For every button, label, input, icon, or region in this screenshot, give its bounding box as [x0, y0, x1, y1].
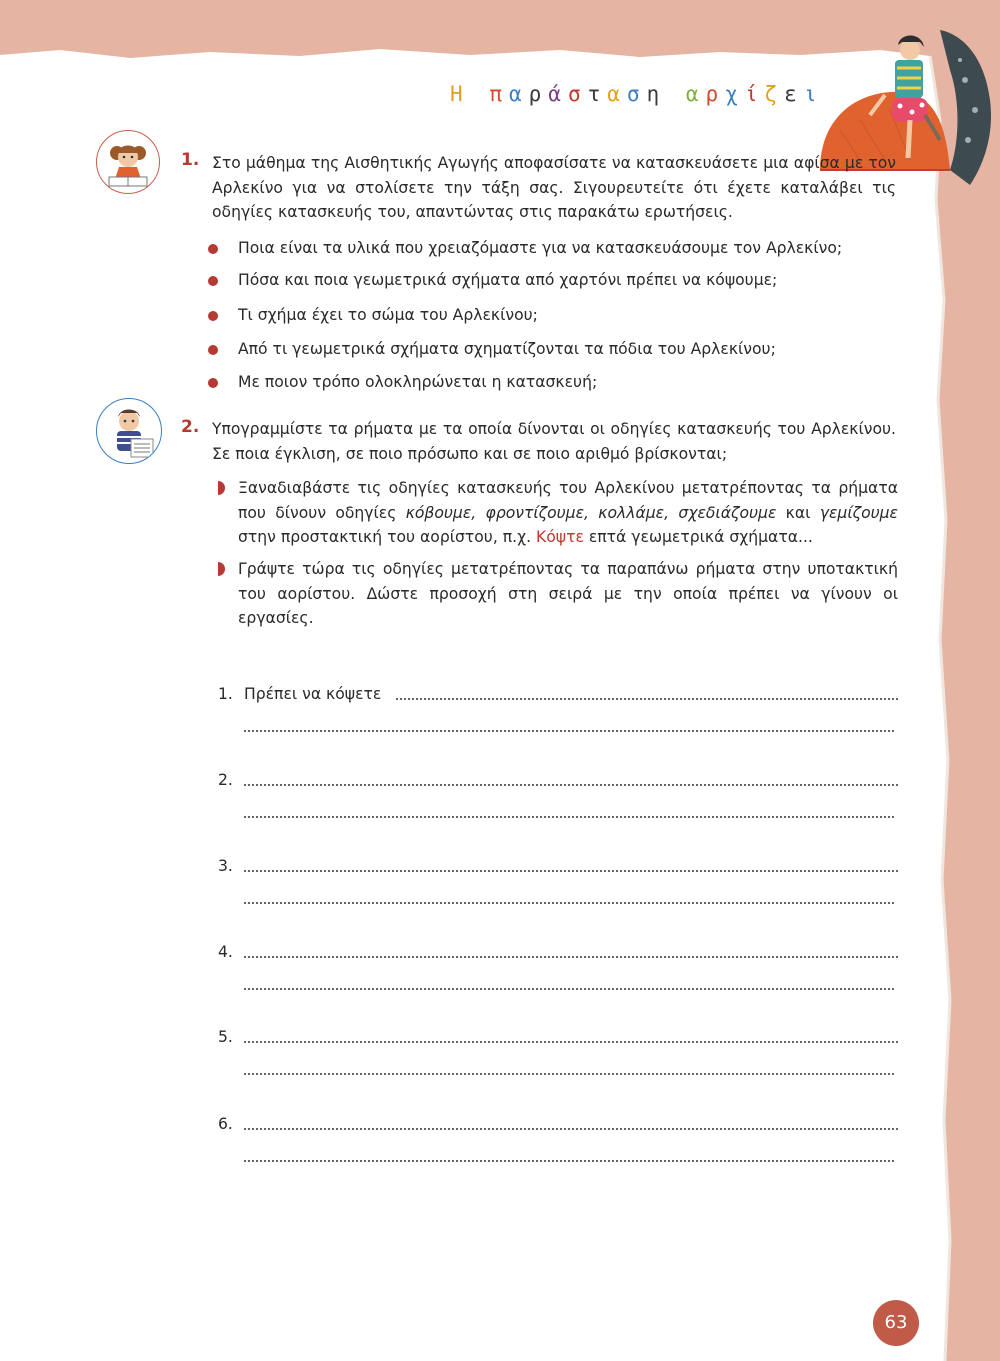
- title-letter: σ: [626, 82, 647, 106]
- answer-line-4[interactable]: [218, 940, 898, 964]
- question-5: [208, 370, 908, 395]
- answer-continuation-2[interactable]: [244, 814, 894, 818]
- answer-line-5[interactable]: [218, 1025, 898, 1049]
- exercise-2-number: 2.: [181, 417, 200, 437]
- task-a-verb-last: γεμίζουμε: [819, 503, 898, 522]
- title-letter: ζ: [764, 82, 785, 106]
- answer-number: 2.: [218, 771, 233, 789]
- question-text: Τι σχήμα έχει το σώμα του Αρλεκίνου;: [238, 306, 538, 324]
- bullet-dot-icon: [208, 378, 218, 388]
- answer-continuation-4[interactable]: [244, 986, 894, 990]
- task-a-part2: στην προστακτική του αορίστου, π.χ.: [238, 528, 537, 546]
- answer-line-3[interactable]: [218, 854, 898, 878]
- bullet-dot-icon: [208, 244, 218, 254]
- girl-reading-icon: [97, 131, 159, 193]
- answer-number: 1.: [218, 685, 233, 703]
- title-letter: τ: [587, 82, 608, 106]
- exercise-1-text: Στο μάθημα της Αισθητικής Αγωγής αποφασίσατε να κατασκευάσετε μια αφίσα με τον Αρλεκίνο για να στολίσετε την τάξη σας. Σιγουρευτείτε ότι έχετε καταλάβει τις οδηγίες κατασκευής του, απαντώντας στις παρακάτω ερωτήσεις.: [212, 154, 896, 221]
- bullet-dot-icon: [208, 311, 218, 321]
- answer-continuation-6[interactable]: [244, 1158, 894, 1162]
- question-text: Από τι γεωμετρικά σχήματα σχηματίζονται τα πόδια του Αρλεκίνου;: [238, 340, 776, 358]
- answer-continuation-5[interactable]: [244, 1071, 894, 1075]
- writing-boy-avatar: [96, 398, 162, 464]
- title-letter: α: [508, 82, 529, 106]
- question-text: Με ποιον τρόπο ολοκληρώνεται η κατασκευή;: [238, 373, 598, 391]
- title-letter: π: [489, 82, 509, 106]
- answer-line-1[interactable]: [218, 682, 898, 706]
- chapter-title: [450, 82, 830, 106]
- title-letter: [666, 82, 686, 106]
- title-letter: σ: [567, 82, 588, 106]
- dotted-line: [244, 956, 898, 958]
- dotted-line: [244, 784, 898, 786]
- boy-writing-icon: [97, 399, 161, 463]
- task-b: [218, 557, 898, 631]
- bullet-dot-icon: [208, 345, 218, 355]
- answer-number: 6.: [218, 1115, 233, 1133]
- exercise-2-text: Υπογραμμίστε τα ρήματα με τα οποία δίνονται οι οδηγίες κατασκευής του Αρλεκίνου. Σε ποια έγκλιση, σε ποιο πρόσωπο και σε ποιο αριθμό βρίσκονται;: [212, 420, 896, 463]
- answer-number: 3.: [218, 857, 233, 875]
- title-letter: ά: [548, 82, 568, 106]
- question-1: [208, 236, 908, 261]
- task-a: [218, 476, 898, 550]
- dotted-line: [396, 698, 898, 700]
- title-letter: α: [607, 82, 627, 106]
- answer-number: 5.: [218, 1028, 233, 1046]
- task-b-text: Γράψτε τώρα τις οδηγίες μετατρέποντας τα παραπάνω ρήματα στην υποτακτική του αορίστου. Δώστε προσοχή στη σειρά με την οποία πρέπει να γίνουν οι εργασίες.: [238, 560, 898, 627]
- page-number: 63: [873, 1300, 919, 1346]
- dotted-line: [244, 870, 898, 872]
- task-a-part3: επτά γεωμετρικά σχήματα...: [583, 528, 813, 546]
- title-letter: α: [685, 82, 706, 106]
- task-a-verbs: κόβουμε, φροντίζουμε, κολλάμε, σχεδιάζουμε: [405, 503, 777, 522]
- half-circle-bullet-icon: [218, 562, 225, 576]
- answer-number: 4.: [218, 943, 233, 961]
- answer-line-6[interactable]: [218, 1112, 898, 1136]
- title-letter: η: [646, 82, 667, 106]
- title-letter: Η: [450, 82, 470, 106]
- answer-continuation-3[interactable]: [244, 900, 894, 904]
- dotted-line: [244, 1128, 898, 1130]
- answer-continuation-1[interactable]: [244, 728, 894, 732]
- title-letter: [470, 82, 490, 106]
- task-a-and: και: [776, 503, 820, 522]
- question-text: Πόσα και ποια γεωμετρικά σχήματα από χαρτόνι πρέπει να κόψουμε;: [238, 271, 778, 289]
- task-a-example: Κόψτε: [536, 528, 584, 546]
- answer-prefix: Πρέπει να κόψετε: [244, 682, 381, 706]
- task-a-part1: Ξαναδιαβάστε τις οδηγίες κατασκευής του Αρλεκίνου μετατρέποντας τα ρήματα που δίνουν οδηγίες: [238, 479, 898, 522]
- half-circle-bullet-icon: [218, 481, 225, 495]
- title-letter: χ: [725, 82, 745, 106]
- question-text: Ποια είναι τα υλικά που χρειαζόμαστε για να κατασκευάσουμε τον Αρλεκίνο;: [238, 239, 843, 257]
- question-2: [208, 268, 908, 293]
- task-a-text: [238, 476, 898, 550]
- title-letter: ε: [784, 82, 804, 106]
- question-4: [208, 337, 908, 362]
- title-letter: ί: [744, 82, 765, 106]
- title-letter: ρ: [705, 82, 726, 106]
- title-letter: ρ: [528, 82, 549, 106]
- reading-girl-avatar: [96, 130, 160, 194]
- exercise-1-number: 1.: [181, 150, 200, 170]
- question-3: [208, 303, 908, 328]
- bullet-dot-icon: [208, 276, 218, 286]
- title-letter: ι: [803, 82, 824, 106]
- answer-line-2[interactable]: [218, 768, 898, 792]
- dotted-line: [244, 1041, 898, 1043]
